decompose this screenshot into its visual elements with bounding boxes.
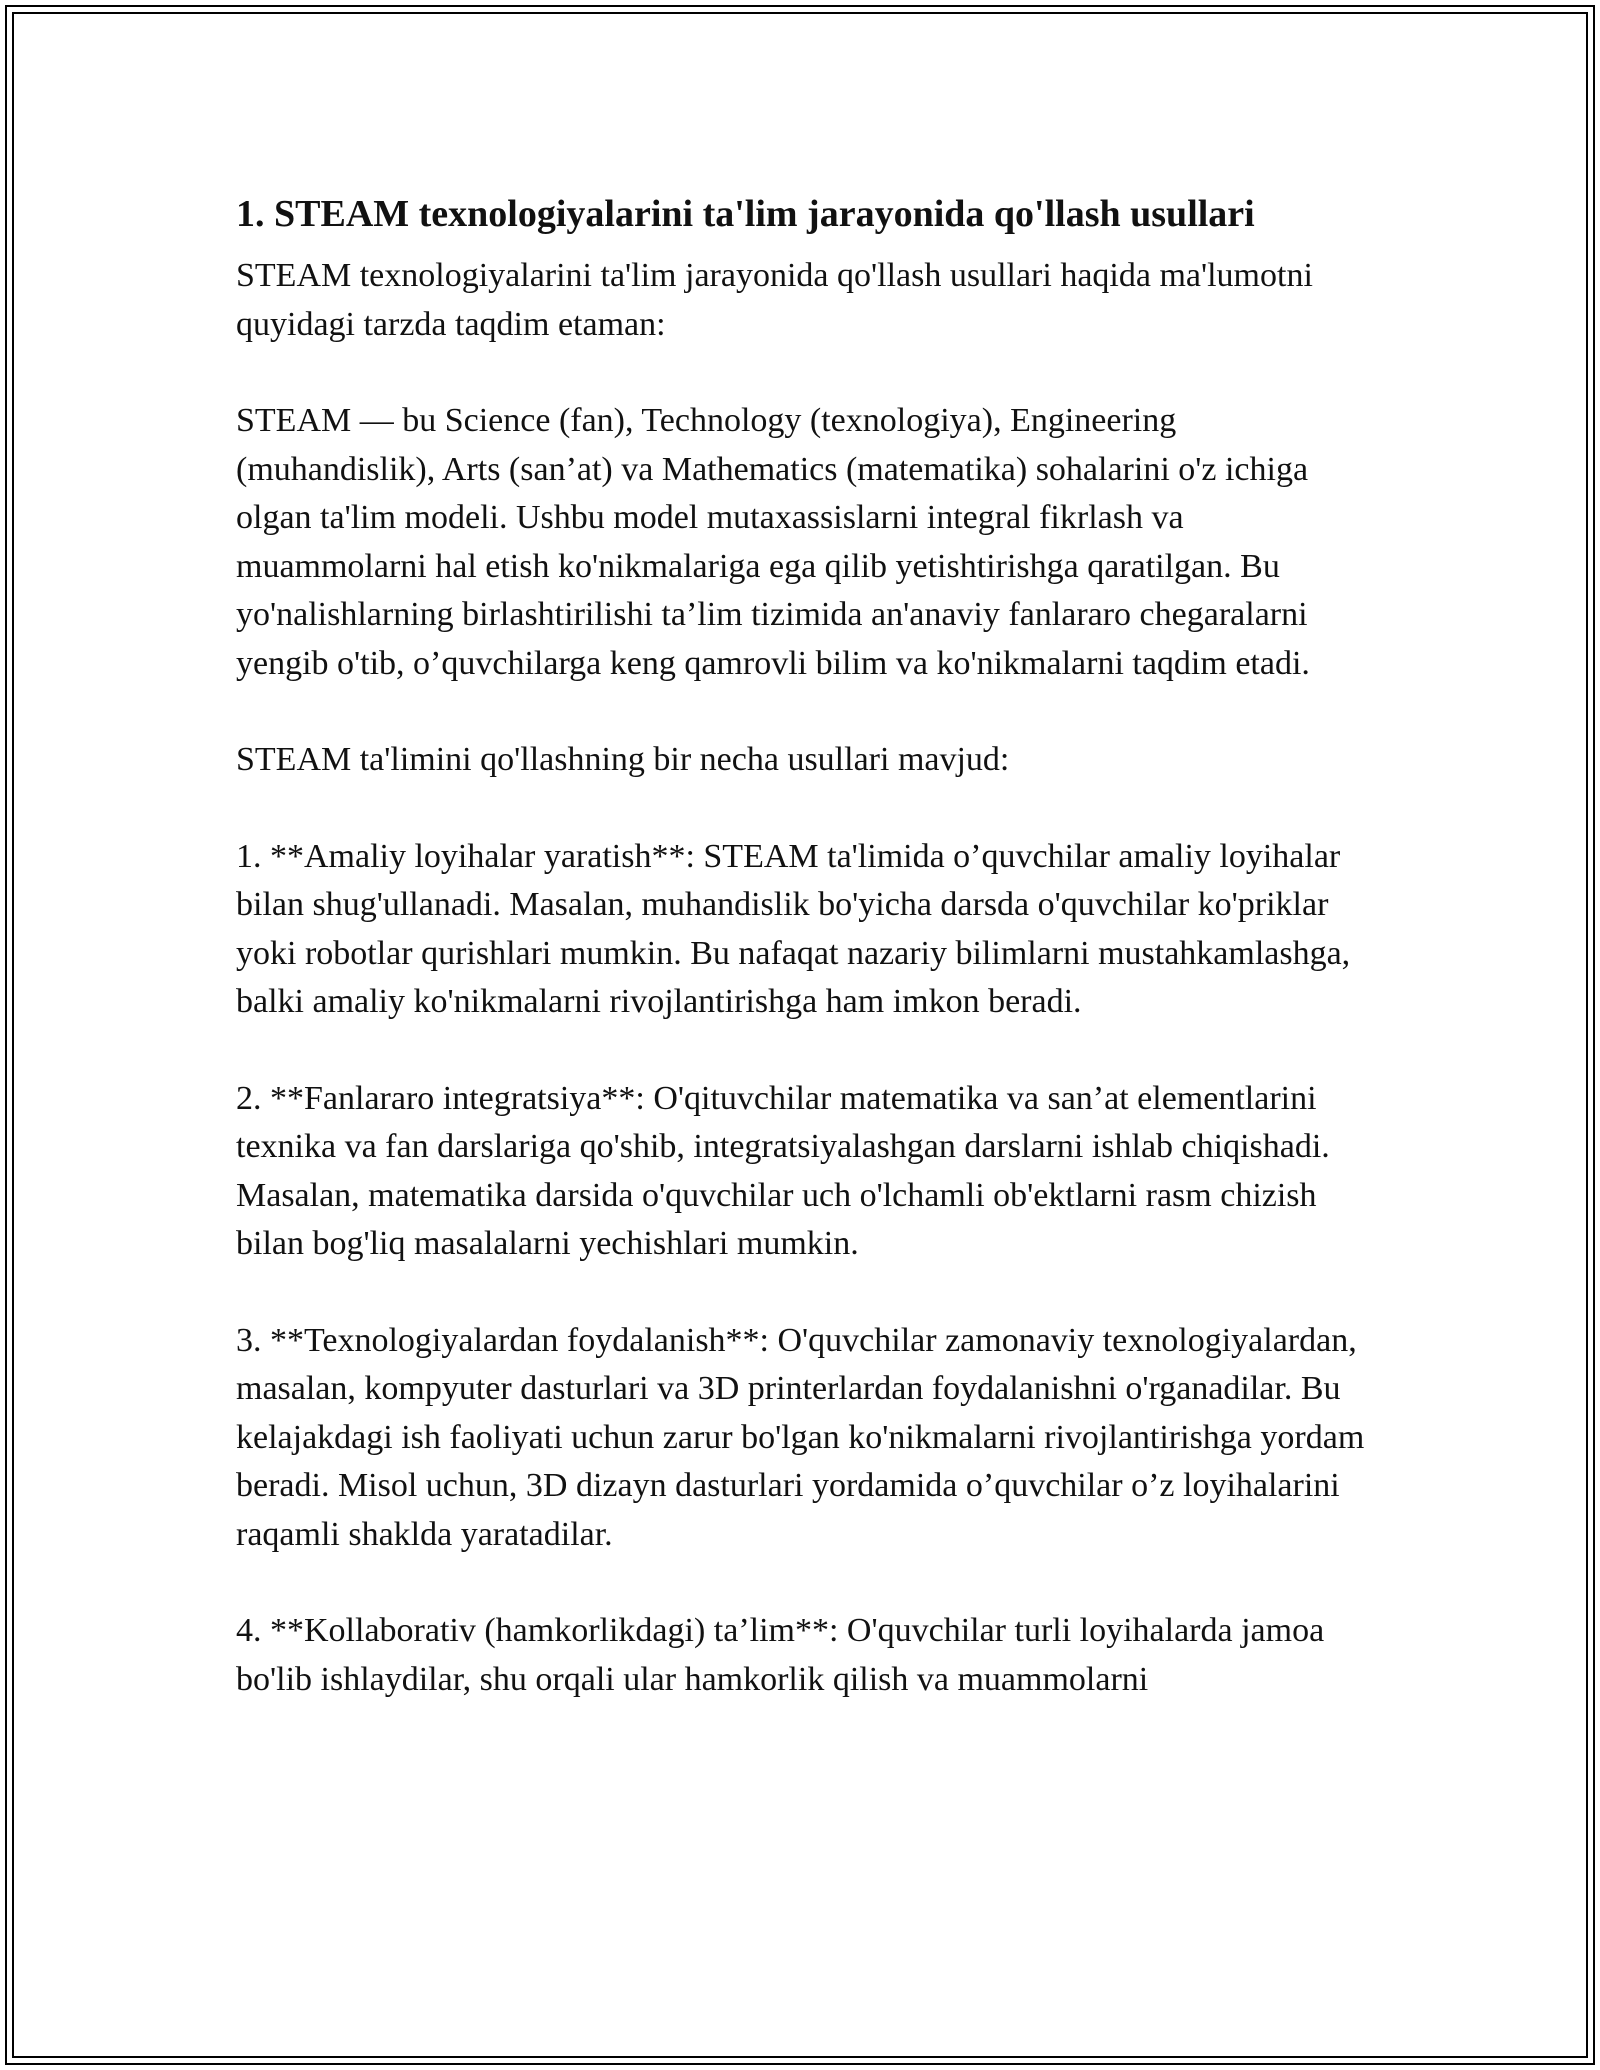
method-3-paragraph: 3. **Texnologiyalardan foydalanish**: O'quvchilar zamonaviy texnologiyalardan, masalan, kompyuter dasturlari va 3D printerlardan foydalanishni o'rganadilar. Bu kelajakdagi ish faoliyati uchun zarur bo'lgan ko'nikmalarni rivojlantirishga yordam beradi. Misol uchun, 3D dizayn dasturlari yordamida o’quvchilar o’z loyihalarini raqamli shaklda yaratadilar. [236,1321,1365,1553]
methods-intro-paragraph: STEAM ta'limini qo'llashning bir necha usullari mavjud: [236,741,1010,778]
document-body [236,188,1366,1752]
document-title: 1. STEAM texnologiyalarini ta'lim jarayonida qo'llash usullari [236,193,1255,235]
intro-paragraph: STEAM texnologiyalarini ta'lim jarayonida qo'llash usullari haqida ma'lumotni quyidagi tarzda taqdim etaman: [236,257,1313,343]
method-1-paragraph: 1. **Amaliy loyihalar yaratish**: STEAM ta'limida o’quvchilar amaliy loyihalar bilan shug'ullanadi. Masalan, muhandislik bo'yicha darsda o'quvchilar ko'priklar yoki robotlar qurishlari mumkin. Bu nafaqat nazariy bilimlarni mustahkamlashga, balki amaliy ko'nikmalarni rivojlantirishga ham imkon beradi. [236,837,1351,1020]
steam-definition-paragraph: STEAM — bu Science (fan), Technology (texnologiya), Engineering (muhandislik), Arts (san’at) va Mathematics (matematika) sohalarini o'z ichiga olgan ta'lim modeli. Ushbu model mutaxassislarni integral fikrlash va muammolarni hal etish ko'nikmalariga ega qilib yetishtirishga qaratilgan. Bu yo'nalishlarning birlashtirilishi ta’lim tizimida an'anaviy fanlararo chegaralarni yengib o'tib, o’quvchilarga keng qamrovli bilim va ko'nikmalarni taqdim etadi. [236,402,1310,682]
method-4-paragraph: 4. **Kollaborativ (hamkorlikdagi) ta’lim**: O'quvchilar turli loyihalarda jamoa bo'lib ishlaydilar, shu orqali ular hamkorlik qilish va muammolarni [236,1612,1325,1698]
method-2-paragraph: 2. **Fanlararo integratsiya**: O'qituvchilar matematika va san’at elementlarini texnika va fan darslariga qo'shib, integratsiyalashgan darslarni ishlab chiqishadi. Masalan, matematika darsida o'quvchilar uch o'lchamli ob'ektlarni rasm chizish bilan bog'liq masalalarni yechishlari mumkin. [236,1079,1330,1262]
